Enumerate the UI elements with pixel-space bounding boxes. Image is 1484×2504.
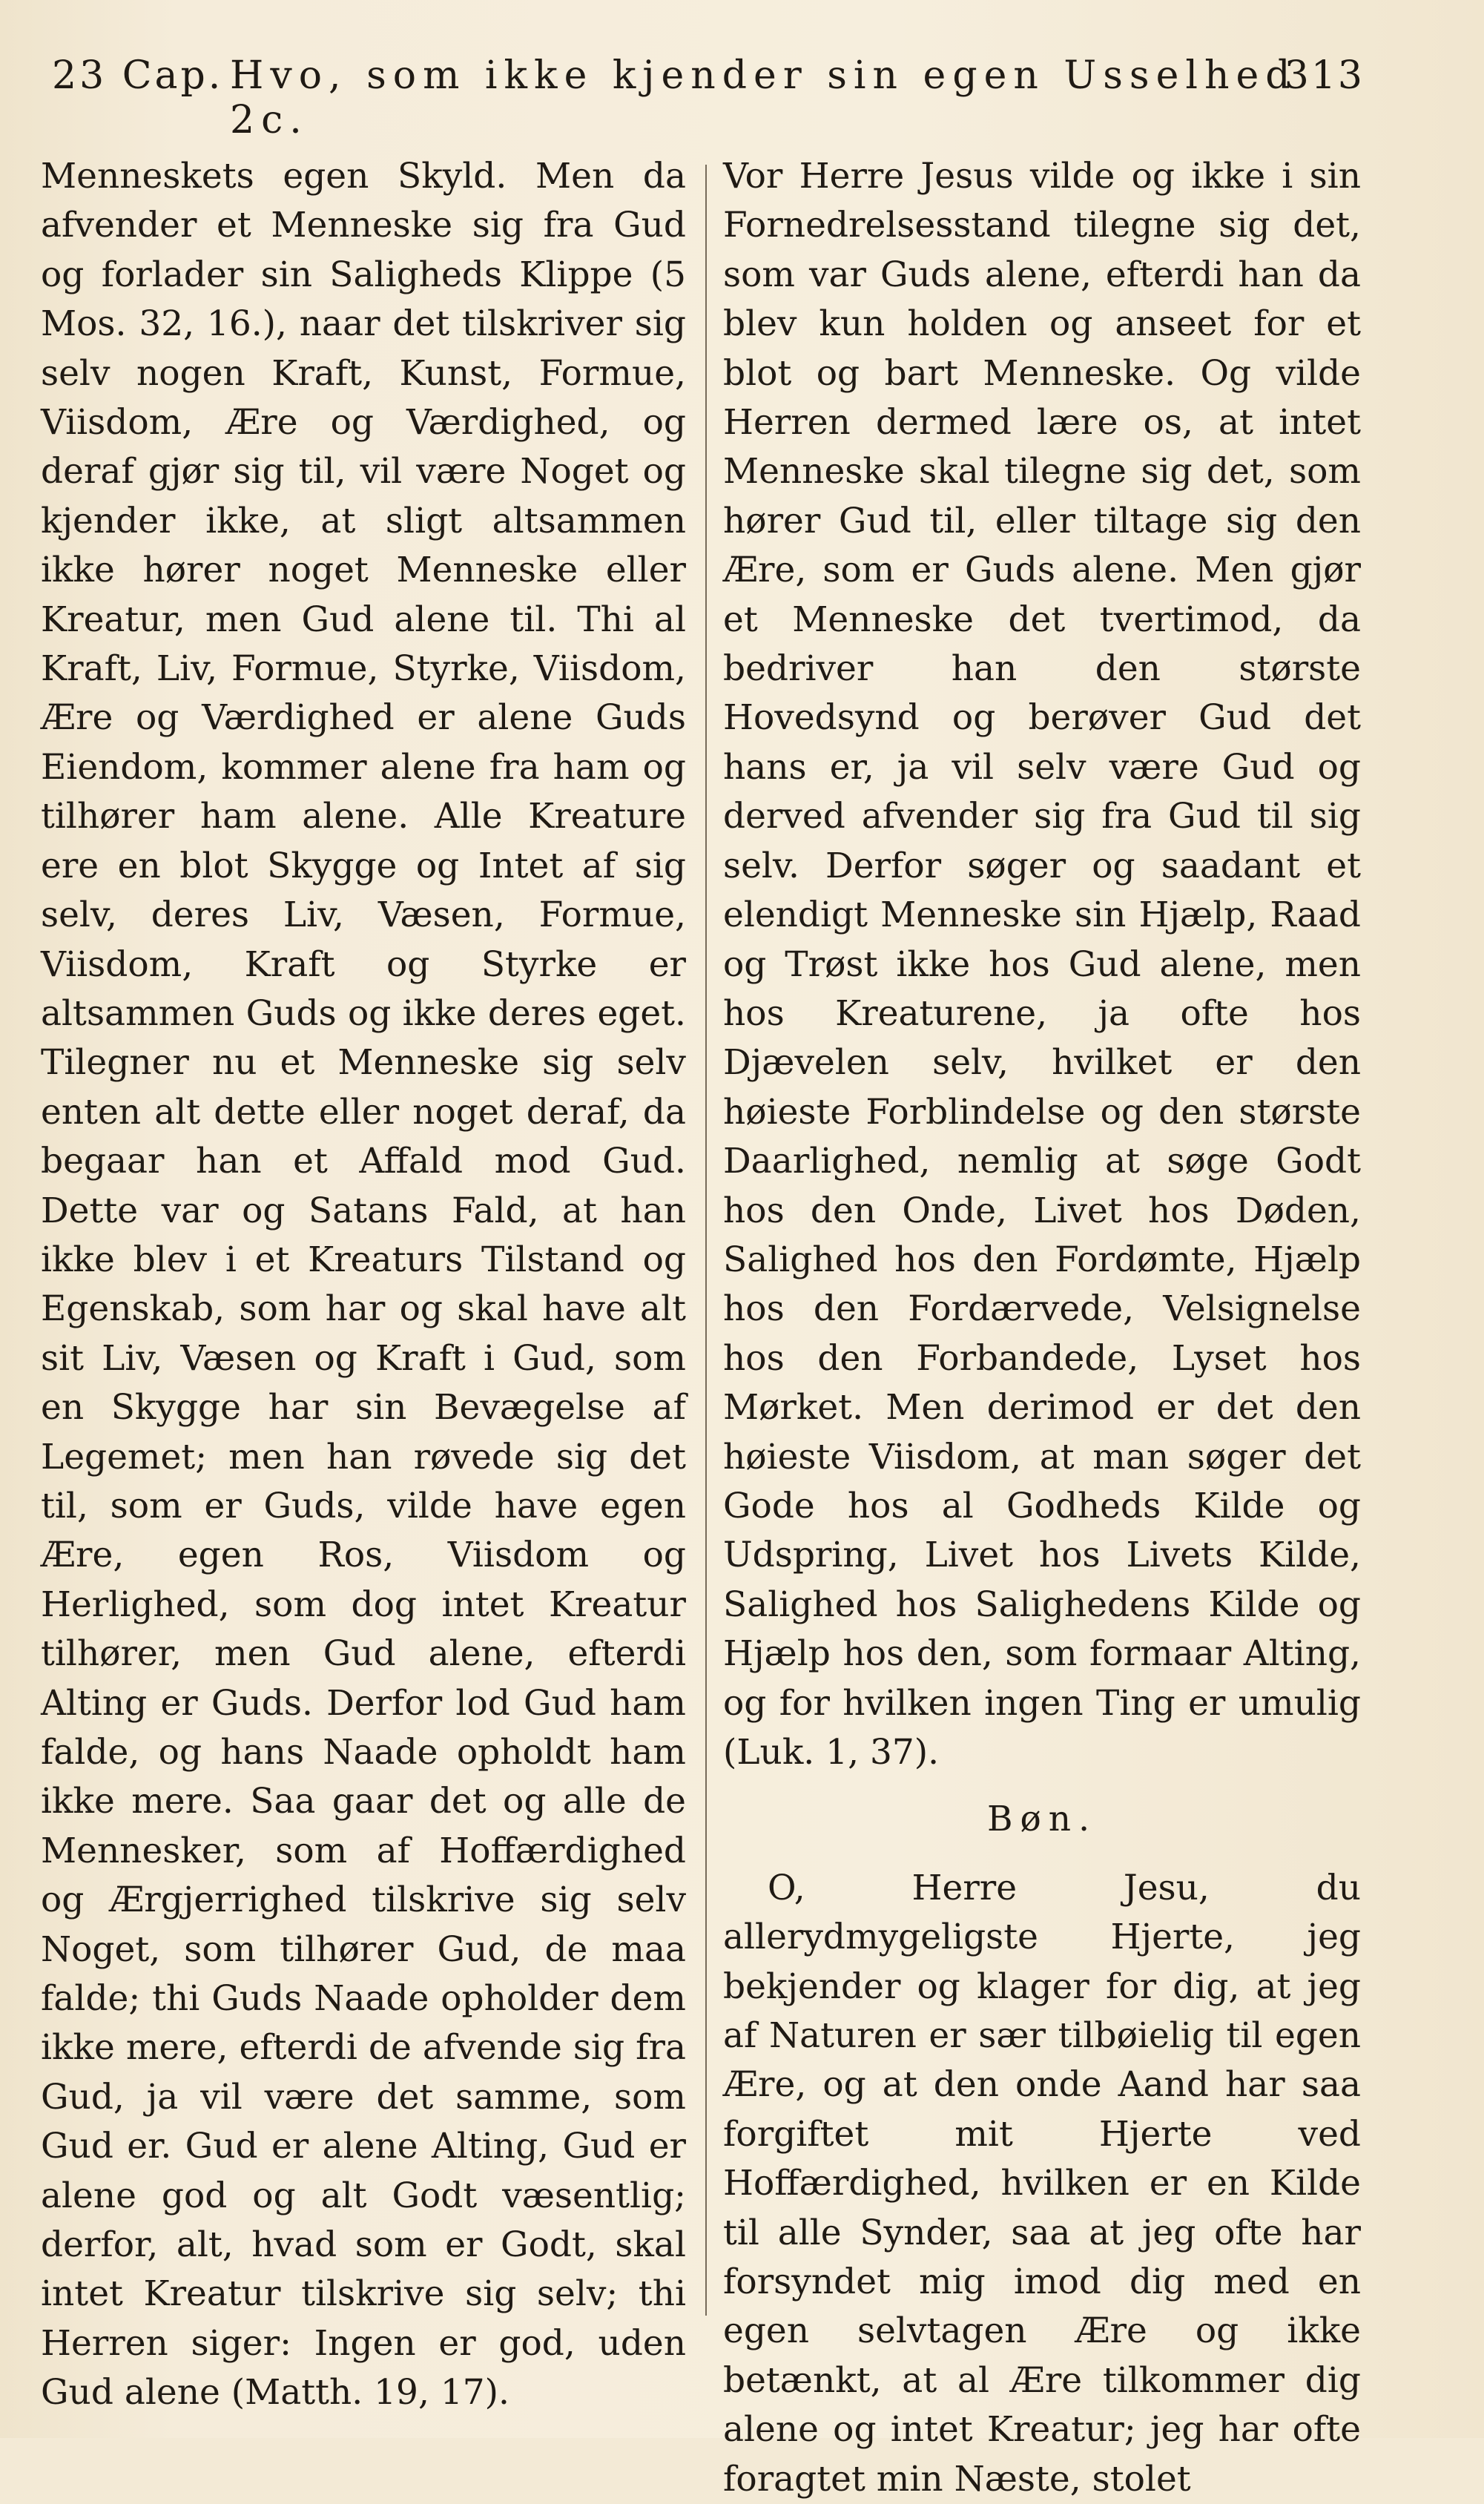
running-title: Hvo, som ikke kjender sin egen Usselhed 2c. xyxy=(230,53,1297,142)
left-column-text: Menneskets egen Skyld. Men da afvender et Menneske sig fra Gud og forlader sin Saligheds Klippe (5 Mos. 32, 16.), naar det tilskriver sig selv nogen Kraft, Kunst, Formue, Viisdom, Ære og Værdighed, og deraf gjør sig til, vil være Noget og kjender ikke, at sligt altsammen ikke hører noget Menneske eller Kreatur, men Gud alene til. Thi al Kraft, Liv, Formue, Styrke, Viisdom, Ære og Værdighed er alene Guds Eiendom, kommer alene fra ham og tilhører ham alene. Alle Kreature ere en blot Skygge og Intet af sig selv, deres Liv, Væsen, Formue, Viisdom, Kraft og Styrke er altsammen Guds og ikke deres eget. Tilegner nu et Menneske sig selv enten alt dette eller noget deraf, da begaar han et Affald mod Gud. Dette var og Satans Fald, at han ikke blev i et Kreaturs Tilstand og Egenskab, som har og skal have alt sit Liv, Væsen og Kraft i Gud, som en Skygge har sin Bevægelse af Legemet; men han røvede sig det til, som er Guds, vilde have egen Ære, egen Ros, Viisdom og Herlighed, som dog intet Kreatur tilhører, men Gud alene, efterdi Alting er Guds. Derfor lod Gud ham falde, og hans Naade opholdt ham ikke mere. Saa gaar det og alle de Mennesker, som af Hoffærdighed og Ærgjerrighed tilskrive sig selv Noget, som tilhører Gud, de maa falde; thi Guds Naade opholder dem ikke mere, efterdi de afvende sig fra Gud, ja vil være det samme, som Gud er. Gud er alene Alting, Gud er alene god og alt Godt væsentlig; derfor, alt, hvad som er Godt, skal intet Kreatur tilskrive sig selv; thi Herren siger: Ingen er god, uden Gud alene (Matth. 19, 17). xyxy=(41,156,686,2414)
chapter-label: 23 Cap. xyxy=(52,53,224,98)
right-column-text: Vor Herre Jesus vilde og ikke i sin Fornedrelsesstand tilegne sig det, som var Guds alene, efterdi han da blev kun holden og anseet for et blot og bart Menneske. Og vilde Herren dermed lære os, at intet Menneske skal tilegne sig det, som hører Gud til, eller tiltage sig den Ære, som er Guds alene. Men gjør et Menneske det tvertimod, da bedriver han den største Hovedsynd og berøver Gud det hans er, ja vil selv være Gud og derved afvender sig fra Gud til sig selv. Derfor søger og saadant et elendigt Menneske sin Hjælp, Raad og Trøst ikke hos Gud alene, men hos Kreaturene, ja ofte hos Djævelen selv, hvilket er den høieste Forblindelse og den største Daarlighed, nemlig at søge Godt hos den Onde, Livet hos Døden, Salighed hos den Fordømte, Hjælp hos den Fordærvede, Velsignelse hos den Forbandede, Lyset hos Mørket. Men derimod er det den høieste Viisdom, at man søger det Gode hos al Godheds Kilde og Udspring, Livet hos Livets Kilde, Salighed hos Salighedens Kilde og Hjælp hos den, som formaar Alting, og for hvilken ingen Ting er umulig (Luk. 1, 37). xyxy=(723,156,1361,1773)
prayer-heading: Bøn. xyxy=(986,1799,1098,1840)
prayer-text: O, Herre Jesu, du allerydmygeligste Hjerte, jeg bekjender og klager for dig, at jeg af Naturen er sær tilbøielig til egen Ære, og at den onde Aand har saa forgiftet mit Hjerte ved Hoffærdighed, hvilken er en Kilde til alle Synder, saa at jeg ofte har forsyndet mig imod dig med en egen selvtagen Ære og ikke betænkt, at al Ære tilkommer dig alene og intet Kreatur; jeg har ofte foragtet min Næste, stolet xyxy=(723,1867,1361,2500)
page-number: 313 xyxy=(1284,53,1365,98)
running-head xyxy=(52,53,1365,142)
left-column xyxy=(41,152,686,2418)
column-divider xyxy=(705,165,707,2316)
right-column xyxy=(723,152,1361,2504)
